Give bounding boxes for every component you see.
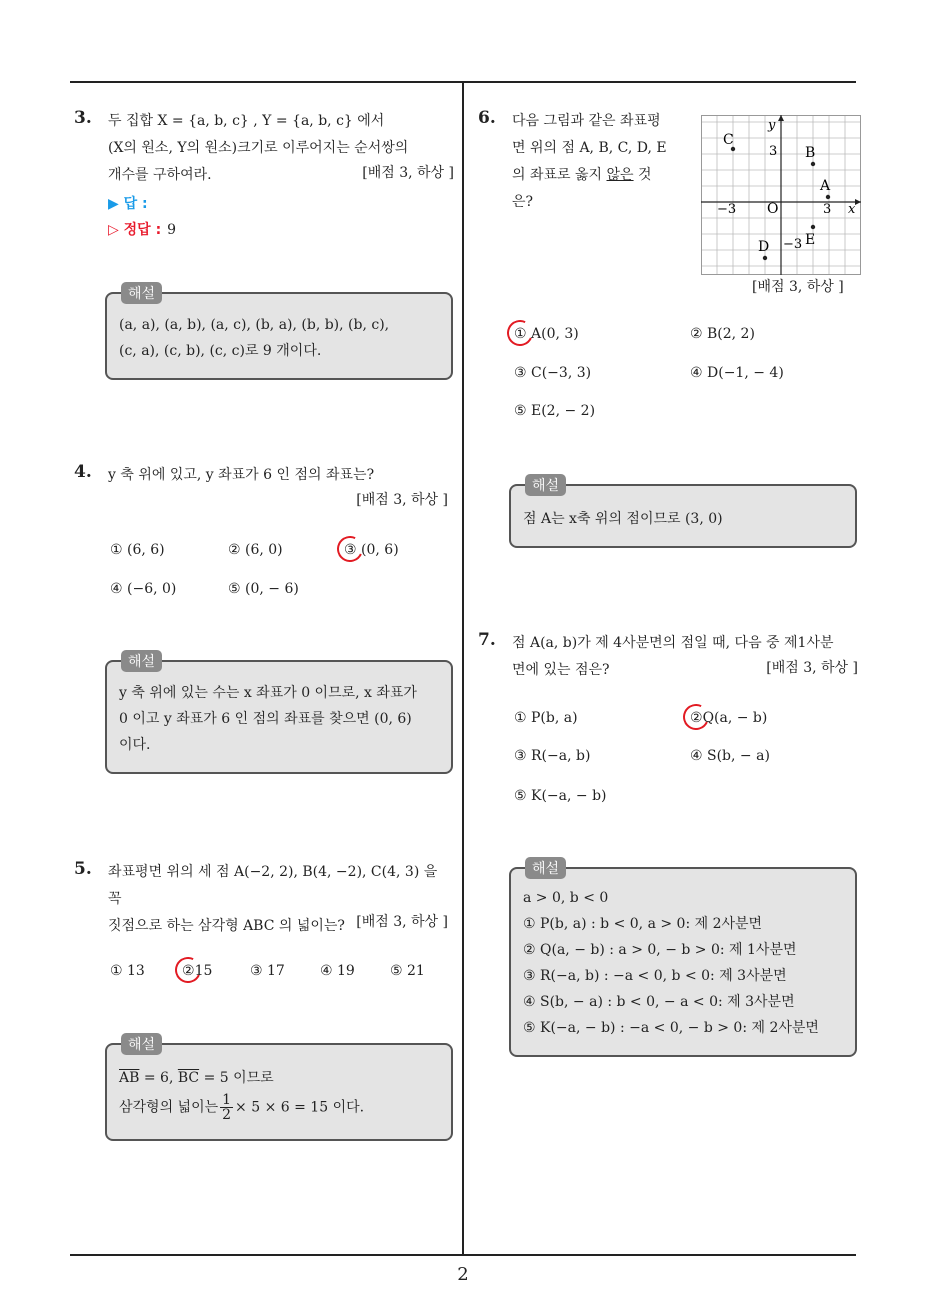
point-a	[826, 195, 830, 199]
problem-number: 6.	[478, 108, 496, 128]
problem-line: 개수를 구하여라.	[108, 167, 212, 183]
problem-number: 5.	[74, 859, 92, 879]
fraction: $\frac{1}{2}$	[222, 1092, 232, 1123]
points-label: [배점 3, 하상 ]	[766, 660, 858, 676]
selected-answer-mark: ②	[182, 963, 195, 979]
red-circle-icon	[333, 532, 366, 565]
explanation-line: a > 0, b < 0	[523, 890, 609, 906]
problem-line: 은?	[512, 194, 534, 210]
points-label: [배점 3, 하상 ]	[362, 165, 454, 181]
explanation-tag: 해설	[121, 650, 162, 672]
choice-4[interactable]: ④ D(−1, − 4)	[690, 365, 784, 381]
explanation-line: ④ S(b, − a) : b < 0, − a < 0: 제 3사분면	[523, 994, 795, 1010]
label-c: C	[723, 132, 734, 148]
label-x: x	[848, 202, 856, 217]
explanation-box-7	[509, 861, 857, 1057]
coordinate-graph	[701, 115, 861, 275]
points-label: [배점 3, 하상 ]	[356, 914, 448, 930]
choice-4[interactable]: ④ 19	[320, 963, 355, 979]
problem-number: 4.	[74, 462, 92, 482]
problem-text	[512, 108, 682, 216]
points-label: [배점 3, 하상 ]	[752, 279, 844, 295]
explanation-text	[119, 680, 417, 758]
problem-line: 의 좌표로 옳지 않은 것	[512, 167, 652, 183]
point-b	[811, 162, 815, 166]
problem-line: 다음 그림과 같은 좌표평	[512, 113, 661, 129]
correct-answer-label: ▷ 정답 :	[108, 222, 162, 238]
correct-answer-value: 9	[167, 222, 177, 238]
problem-number: 3.	[74, 108, 92, 128]
problem-line: 면에 있는 점은?	[512, 662, 610, 678]
red-circle-icon	[171, 953, 204, 986]
choice-5[interactable]: ⑤ E(2, − 2)	[514, 403, 596, 419]
choice-5[interactable]: ⑤ 21	[390, 963, 425, 979]
label-origin: O	[767, 201, 779, 217]
page-number: 2	[457, 1264, 469, 1285]
explanation-box-5	[105, 1037, 453, 1141]
choice-2[interactable]: ②Q(a, − b)	[690, 710, 767, 726]
explanation-tag: 해설	[121, 1033, 162, 1055]
problem-line: 좌표평면 위의 세 점 A(−2, 2), B(4, −2), C(4, 3) 을 꼭	[108, 864, 438, 907]
explanation-line: (a, a), (a, b), (a, c), (b, a), (b, b), (b, c),	[119, 317, 390, 333]
point-d	[763, 256, 767, 260]
choice-5[interactable]: ⑤ K(−a, − b)	[514, 788, 607, 804]
choice-4[interactable]: ④ S(b, − a)	[690, 748, 770, 764]
choice-3[interactable]: ③ (0, 6)	[344, 542, 399, 558]
problem-text: y 축 위에 있고, y 좌표가 6 인 점의 좌표는?	[108, 467, 375, 483]
label-xm3: −3	[717, 202, 737, 217]
choice-1[interactable]: ① P(b, a)	[514, 710, 578, 726]
selected-answer-mark: ①	[514, 326, 527, 342]
correct-answer	[108, 219, 176, 239]
explanation-text	[523, 506, 723, 532]
label-x3: 3	[823, 202, 832, 217]
choice-2[interactable]: ② B(2, 2)	[690, 326, 755, 342]
problem-5	[74, 859, 454, 989]
explanation-text	[119, 312, 389, 364]
answer-label: ▶ 답 :	[108, 196, 148, 212]
explanation-line: 점 A는 x축 위의 점이므로 (3, 0)	[523, 511, 723, 527]
selected-answer-mark: ②	[690, 710, 703, 726]
label-a: A	[820, 178, 831, 194]
explanation-tag: 해설	[121, 282, 162, 304]
choice-3[interactable]: ③ R(−a, b)	[514, 748, 591, 764]
explanation-text	[523, 885, 819, 1041]
choice-2[interactable]: ② (6, 0)	[228, 542, 283, 558]
column-divider	[462, 82, 464, 1255]
label-e: E	[805, 232, 816, 248]
explanation-box-4	[105, 654, 453, 774]
choice-1[interactable]: ① 13	[110, 963, 145, 979]
choice-3[interactable]: ③ 17	[250, 963, 285, 979]
selected-answer-mark: ③	[344, 542, 357, 558]
label-y3: 3	[769, 144, 778, 159]
explanation-line: 0 이고 y 좌표가 6 인 점의 좌표를 찾으면 (0, 6)	[119, 711, 412, 727]
explanation-line: ③ R(−a, b) : −a < 0, b < 0: 제 3사분면	[523, 968, 787, 984]
problem-4	[74, 462, 454, 602]
explanation-tag: 해설	[525, 857, 566, 879]
explanation-line: (c, a), (c, b), (c, c)로 9 개이다.	[119, 343, 322, 359]
choice-2[interactable]: ②15	[182, 963, 212, 979]
problem-line: 점 A(a, b)가 제 4사분면의 점일 때, 다음 중 제1사분	[512, 635, 834, 651]
point-e	[811, 225, 815, 229]
label-d: D	[758, 239, 770, 255]
explanation-line: ⑤ K(−a, − b) : −a < 0, − b > 0: 제 2사분면	[523, 1020, 819, 1036]
choice-3[interactable]: ③ C(−3, 3)	[514, 365, 592, 381]
problem-line: 면 위의 점 A, B, C, D, E	[512, 140, 667, 156]
problem-line: (X의 원소, Y의 원소)크기로 이루어지는 순서쌍의	[108, 140, 409, 156]
explanation-line: 삼각형의 넓이는 $\frac{1}{2}$ × 5 × 6 = 15 이다.	[119, 1092, 365, 1123]
explanation-line: ② Q(a, − b) : a > 0, − b > 0: 제 1사분면	[523, 942, 797, 958]
explanation-text	[119, 1065, 364, 1122]
choice-4[interactable]: ④ (−6, 0)	[110, 581, 177, 597]
points-label: [배점 3, 하상 ]	[356, 492, 448, 508]
bottom-rule	[70, 1254, 856, 1256]
problem-7	[478, 630, 858, 810]
explanation-line: $\overline{AB} = 6$, $\overline{BC} = 5$ 이므로	[119, 1070, 274, 1086]
label-y: y	[768, 118, 776, 133]
label-b: B	[805, 145, 816, 161]
problem-line: 두 집합 X = {a, b, c} , Y = {a, b, c} 에서	[108, 113, 385, 129]
explanation-tag: 해설	[525, 474, 566, 496]
explanation-box-3	[105, 286, 453, 380]
problem-line: 짓점으로 하는 삼각형 ABC 의 넓이는?	[108, 918, 345, 934]
choice-1[interactable]: ① A(0, 3)	[514, 326, 579, 342]
explanation-line: 이다.	[119, 737, 151, 753]
label-ym3: −3	[783, 237, 803, 252]
explanation-line: ① P(b, a) : b < 0, a > 0: 제 2사분면	[523, 916, 763, 932]
choice-5[interactable]: ⑤ (0, − 6)	[228, 581, 299, 597]
problem-number: 7.	[478, 630, 496, 650]
explanation-box-6	[509, 478, 857, 548]
red-circle-icon	[679, 700, 712, 733]
choice-1[interactable]: ① (6, 6)	[110, 542, 165, 558]
explanation-line: y 축 위에 있는 수는 x 좌표가 0 이므로, x 좌표가	[119, 685, 417, 701]
